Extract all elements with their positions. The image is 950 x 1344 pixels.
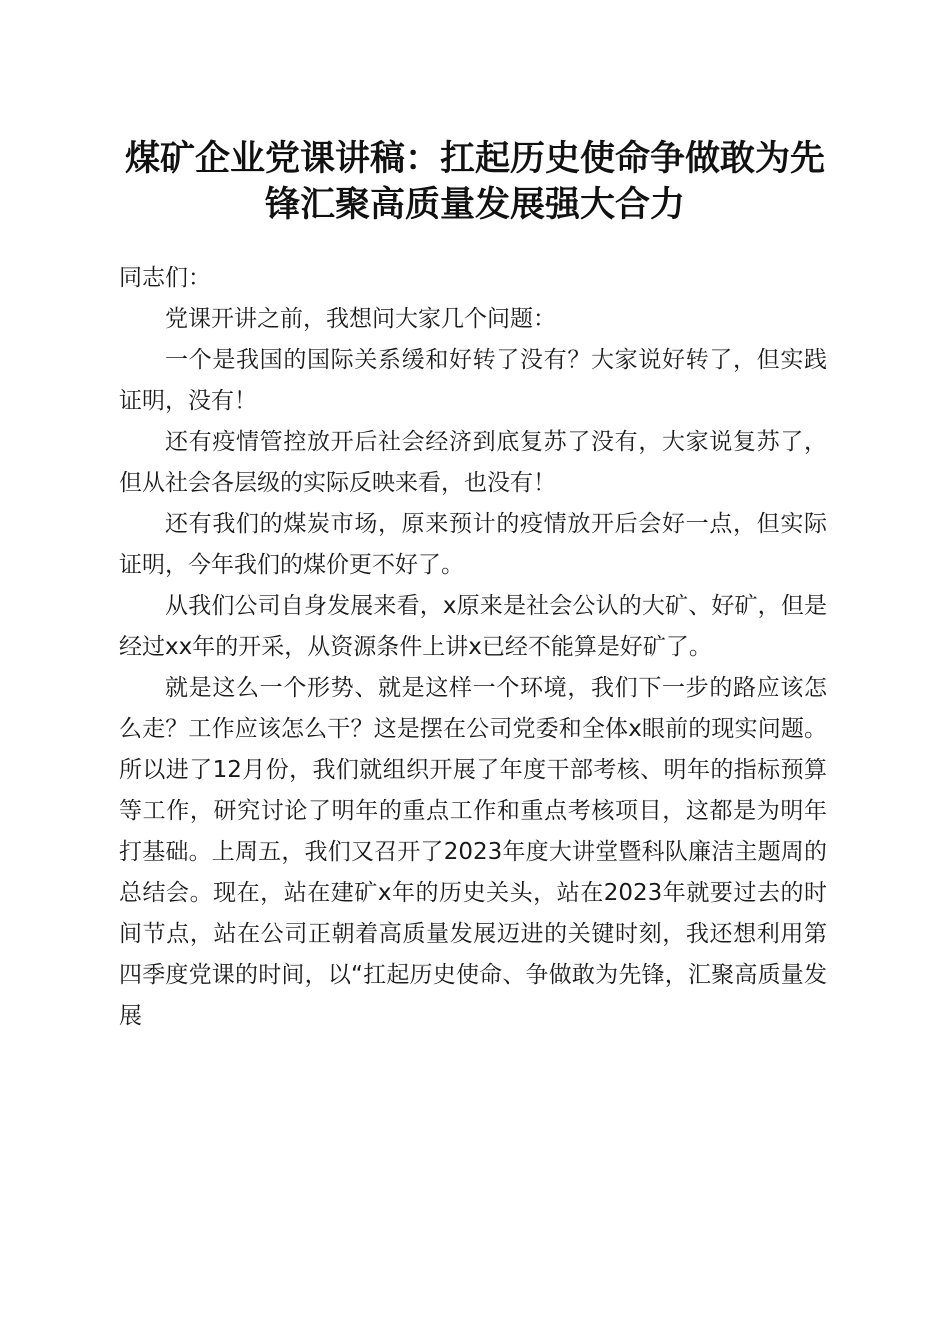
paragraph: 还有疫情管控放开后社会经济到底复苏了没有，大家说复苏了，但从社会各层级的实际反映来看，也没有！ (119, 429, 827, 496)
title-line-1: 煤矿企业党课讲稿：扛起历史使命争做敢为先 (124, 138, 825, 179)
document-title (100, 136, 850, 228)
title-line-2: 锋汇聚高质量发展强大合力 (264, 184, 685, 225)
document-body (119, 258, 827, 1037)
paragraph: 还有我们的煤炭市场，原来预计的疫情放开后会好一点，但实际证明，今年我们的煤价更不好了。 (119, 511, 827, 578)
paragraph: 从我们公司自身发展来看，x原来是社会公认的大矿、好矿，但是经过xx年的开采，从资源条件上讲x已经不能算是好矿了。 (119, 593, 827, 660)
paragraph: 一个是我国的国际关系缓和好转了没有？大家说好转了，但实践证明，没有！ (119, 347, 827, 414)
paragraph: 就是这么一个形势、就是这样一个环境，我们下一步的路应该怎么走？工作应该怎么干？这是摆在公司党委和全体x眼前的现实问题。所以进了12月份，我们就组织开展了年度干部考核、明年的指标预算等工作，研究讨论了明年的重点工作和重点考核项目，这都是为明年打基础。上周五，我们又召开了2023年度大讲堂暨科队廉洁主题周的总结会。现在，站在建矿x年的历史关头，站在2023年就要过去的时间节点，站在公司正朝着高质量发展迈进的关键时刻，我还想利用第四季度党课的时间，以“扛起历史使命、争做敢为先锋，汇聚高质量发展 (119, 675, 827, 1029)
salutation: 同志们： (119, 265, 211, 291)
paragraph: 党课开讲之前，我想问大家几个问题： (165, 306, 556, 332)
